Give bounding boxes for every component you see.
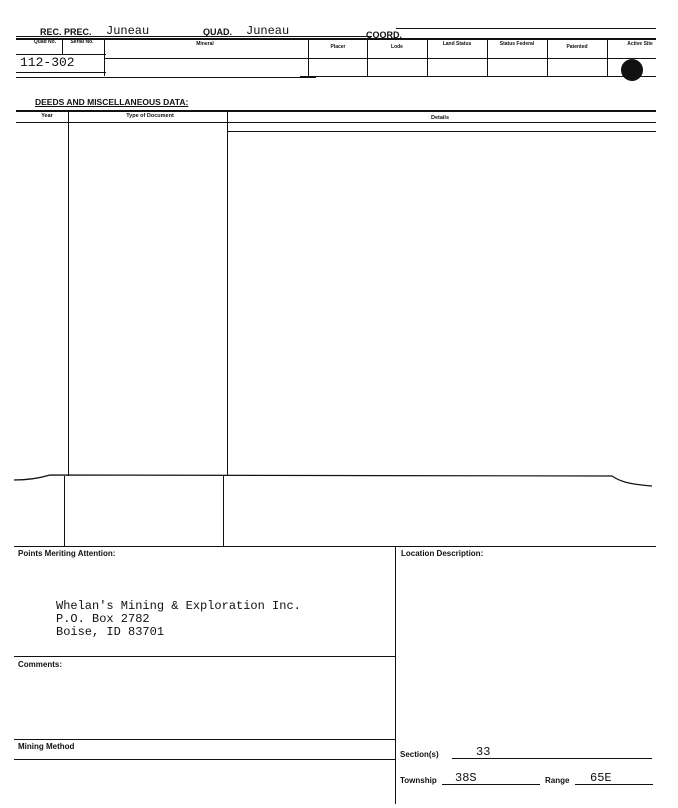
col-status-federal: Status Federal xyxy=(499,41,535,47)
col-year: Year xyxy=(41,113,53,119)
page-seam-line xyxy=(0,466,678,494)
lower-section-top-border xyxy=(14,546,656,547)
record-row-line xyxy=(104,58,656,59)
location-description-label: Location Description: xyxy=(401,549,484,558)
record-col-divider xyxy=(547,38,548,76)
record-row-underline xyxy=(16,72,106,73)
record-col-divider xyxy=(607,38,608,76)
rec-prec-label: REC. PREC. xyxy=(40,27,92,37)
points-meriting-label: Points Meriting Attention: xyxy=(18,549,116,558)
record-col-divider xyxy=(308,38,309,76)
range-label: Range xyxy=(545,776,570,785)
quad-label: QUAD. xyxy=(203,27,232,37)
lower-section-divider xyxy=(395,546,396,804)
record-col-divider xyxy=(104,38,105,76)
record-col-divider xyxy=(427,38,428,76)
rec-prec-value: Juneau xyxy=(106,24,150,38)
township-value: 38S xyxy=(455,771,477,785)
col-placer: Placer xyxy=(330,44,346,50)
mining-method-divider xyxy=(14,739,395,740)
col-quad-no: Quad No. xyxy=(33,39,57,45)
deeds-title: DEEDS AND MISCELLANEOUS DATA: xyxy=(35,97,189,107)
record-table-bottom-border xyxy=(16,77,316,78)
range-value: 65E xyxy=(590,771,612,785)
record-table-top-border xyxy=(16,38,656,40)
deeds-header-underline xyxy=(16,122,656,123)
header-topline-right xyxy=(396,28,656,29)
comments-label: Comments: xyxy=(18,660,63,669)
quad-serial-value: 112-302 xyxy=(20,55,75,70)
col-mineral: Mineral xyxy=(196,41,214,47)
address-line: Whelan's Mining & Exploration Inc. xyxy=(56,599,301,613)
punch-hole-dot xyxy=(621,59,643,81)
township-label: Township xyxy=(400,776,437,785)
coord-label: COORD. xyxy=(366,30,402,40)
col-patented: Patented xyxy=(566,44,588,50)
deeds-col-divider-type xyxy=(227,110,228,476)
col-type-of-document: Type of Document xyxy=(126,113,174,119)
col-active-site: Active Site xyxy=(627,41,653,47)
address-block xyxy=(56,600,301,639)
deeds-col-divider-year xyxy=(68,110,69,476)
comments-divider xyxy=(14,656,395,657)
col-serial-no: Serial No. xyxy=(70,39,94,45)
deeds-table-top-border xyxy=(16,110,656,112)
header-underline-left xyxy=(16,36,371,37)
record-col-divider xyxy=(367,38,368,76)
col-lode: Lode xyxy=(391,44,403,50)
address-line: Boise, ID 83701 xyxy=(56,625,165,639)
mining-method-label: Mining Method xyxy=(18,742,75,751)
col-land-status: Land Status xyxy=(442,41,472,47)
mining-method-underline xyxy=(14,759,395,760)
record-col-divider xyxy=(487,38,488,76)
section-value: 33 xyxy=(476,745,491,759)
record-row-bottom-right xyxy=(300,76,656,77)
details-header-underline xyxy=(228,131,656,132)
address-line: P.O. Box 2782 xyxy=(56,612,150,626)
section-label: Section(s) xyxy=(400,750,439,759)
record-col-divider xyxy=(62,38,63,55)
quad-value: Juneau xyxy=(246,24,290,38)
col-details: Details xyxy=(430,115,450,121)
range-underline xyxy=(575,784,653,785)
